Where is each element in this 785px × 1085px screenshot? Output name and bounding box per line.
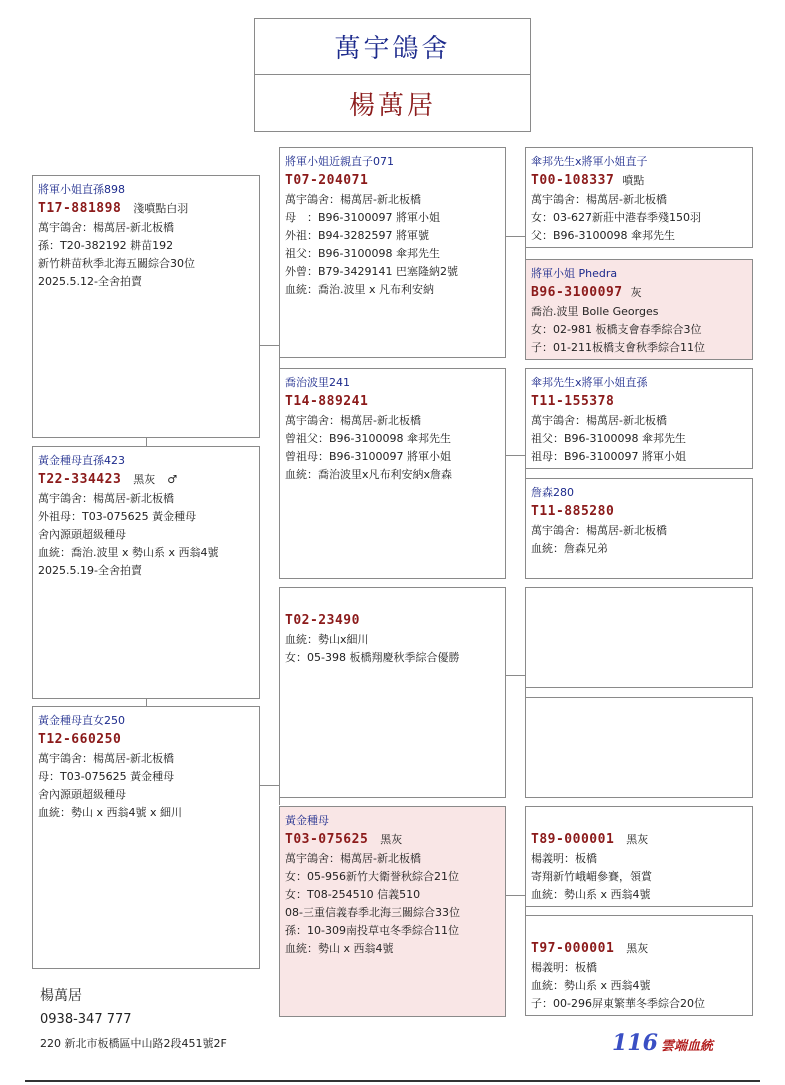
ancestor8-ring: T97-000001 [531, 941, 615, 956]
ancestor1-color: 噴點 [622, 174, 645, 187]
connector-line [259, 785, 279, 786]
subject-line: 新竹耕苗秋季北海五關綜合30位 [38, 257, 195, 270]
sibling1-ring: T22-334423 [38, 472, 122, 487]
subject-color: 淺噴點白羽 [133, 202, 189, 215]
owner-name: 楊萬居 [348, 90, 436, 121]
dam-card [279, 368, 506, 579]
ancestor-card-3 [525, 368, 753, 469]
sire-line: 祖父：B96-3100098 傘邦先生 [285, 247, 440, 260]
sire-head: 將軍小姐近親直子071 [285, 155, 394, 168]
ancestor4-head: 詹森280 [531, 486, 574, 499]
sibling1-line: 血統：喬治.波里 x 勢山系 x 西翁4號 [38, 546, 219, 559]
ancestor1-ring: T00-108337 [531, 173, 615, 188]
ancestor2-line: 喬治.波里 Bolle Georges [531, 305, 659, 318]
sibling1-line: 萬宇鴿舍：楊萬居-新北板橋 [38, 492, 174, 505]
ancestor3-line: 萬宇鴿舍：楊萬居-新北板橋 [531, 414, 667, 427]
sibling2-head: 黃金種母直女250 [38, 714, 125, 727]
golden-dam-line: 血統：勢山 x 西翁4號 [285, 942, 394, 955]
ancestor3-line: 祖父：B96-3100098 傘邦先生 [531, 432, 686, 445]
sire-line: 外曾：B79-3429141 巴塞隆納2號 [285, 265, 458, 278]
ancestor8-color: 黑灰 [626, 942, 649, 955]
subject-card [32, 175, 260, 438]
ancestor-card-4 [525, 478, 753, 579]
connector-line [146, 437, 147, 446]
grand-sire-line: 血統：勢山x細川 [285, 633, 369, 646]
sire-line: 外祖：B94-3282597 將軍號 [285, 229, 429, 242]
sire-line: 萬宇鴿舍：楊萬居-新北板橋 [285, 193, 421, 206]
ancestor1-head: 傘邦先生x將軍小姐直子 [531, 155, 648, 168]
sire-line: 母 ：B96-3100097 將軍小姐 [285, 211, 440, 224]
golden-dam-line: 08-三重信義春季北海三關綜合33位 [285, 906, 460, 919]
brand-number: 116 [612, 1030, 658, 1056]
sibling-card-1 [32, 446, 260, 699]
ancestor-card-8 [525, 915, 753, 1016]
footer-phone: 0938-347 777 [40, 1012, 132, 1027]
brand-text: 雲端血統 [660, 1039, 713, 1054]
connector-line [505, 675, 525, 676]
golden-dam-line: 女：T08-254510 信義510 [285, 888, 421, 901]
sibling2-ring: T12-660250 [38, 732, 122, 747]
golden-dam-line: 女：05-956新竹大衛誉秋綜合21位 [285, 870, 459, 883]
subject-line: 萬宇鴿舍：楊萬居-新北板橋 [38, 221, 174, 234]
dam-ring: T14-889241 [285, 394, 369, 409]
dam-line: 萬宇鴿舍：楊萬居-新北板橋 [285, 414, 421, 427]
ancestor1-line: 萬宇鴿舍：楊萬居-新北板橋 [531, 193, 667, 206]
ancestor2-color: 灰 [630, 286, 642, 299]
ancestor3-line: 祖母：B96-3100097 將軍小姐 [531, 450, 686, 463]
subject-ring: T17-881898 [38, 201, 122, 216]
sibling2-line: 母：T03-075625 黃金種母 [38, 770, 175, 783]
ancestor4-line: 萬宇鴿舍：楊萬居-新北板橋 [531, 524, 667, 537]
golden-dam-color: 黑灰 [380, 833, 403, 846]
sibling2-line: 舍內源頭超級種母 [38, 788, 126, 801]
grand-sire-card [279, 587, 506, 798]
dam-head: 喬治波里241 [285, 376, 350, 389]
sibling1-line: 舍內源頭超級種母 [38, 528, 126, 541]
ancestor3-ring: T11-155378 [531, 394, 615, 409]
ancestor2-line: 子：01-211板橋支會秋季綜合11位 [531, 341, 705, 354]
sire-line: 血統：喬治.波里 x 凡布利安納 [285, 283, 434, 296]
brand-logo [612, 1030, 713, 1056]
sex-icon: ♂ [167, 473, 178, 486]
ancestor-card-7 [525, 806, 753, 907]
footer-contact [40, 984, 227, 1056]
connector-line [505, 895, 525, 896]
footer-owner: 楊萬居 [40, 988, 82, 1004]
ancestor8-line: 楊義明：板橋 [531, 961, 597, 974]
golden-dam-line: 萬宇鴿舍：楊萬居-新北板橋 [285, 852, 421, 865]
sire-ring: T07-204071 [285, 173, 369, 188]
connector-line [146, 698, 147, 706]
ancestor-card-2 [525, 259, 753, 360]
bottom-divider [25, 1080, 760, 1082]
ancestor4-line: 血統：詹森兄弟 [531, 542, 608, 555]
dam-line: 曾祖父：B96-3100098 傘邦先生 [285, 432, 451, 445]
sibling1-head: 黃金種母直孫423 [38, 454, 125, 467]
ancestor7-color: 黑灰 [626, 833, 649, 846]
ancestor8-line: 子：00-296屏東繁華冬季綜合20位 [531, 997, 705, 1010]
ancestor7-line: 寄翔新竹峨嵋參賽，領賞 [531, 870, 652, 883]
subject-line: 孫：T20-382192 耕苗192 [38, 239, 174, 252]
ancestor2-head: 將軍小姐 Phedra [531, 267, 618, 280]
golden-dam-ring: T03-075625 [285, 832, 369, 847]
ancestor2-line: 女：02-981 板橋支會春季綜合3位 [531, 323, 702, 336]
dam-line: 血統：喬治波里x凡布利安納x詹森 [285, 468, 453, 481]
ancestor1-line: 父：B96-3100098 傘邦先生 [531, 229, 675, 242]
ancestor1-line: 女：03-627新莊中港春季殘150羽 [531, 211, 701, 224]
connector-line [505, 236, 525, 237]
title-box [254, 18, 531, 132]
grand-sire-ring: T02-23490 [285, 613, 360, 628]
ancestor2-ring: B96-3100097 [531, 285, 623, 300]
subject-line: 2025.5.12-全舍拍賣 [38, 275, 142, 288]
ancestor4-ring: T11-885280 [531, 504, 615, 519]
ancestor-card-1 [525, 147, 753, 248]
connector-line [259, 345, 279, 346]
sibling2-line: 萬宇鴿舍：楊萬居-新北板橋 [38, 752, 174, 765]
sibling1-line: 2025.5.19-全舍拍賣 [38, 564, 142, 577]
ancestor-card-5-empty [525, 587, 753, 688]
subject-head: 將軍小姐直孫898 [38, 183, 125, 196]
ancestor7-line: 楊義明：板橋 [531, 852, 597, 865]
golden-dam-card [279, 806, 506, 1017]
footer-address: 220 新北市板橋區中山路2段451號2F [40, 1037, 227, 1050]
sibling1-line: 外祖母：T03-075625 黃金種母 [38, 510, 197, 523]
ancestor3-head: 傘邦先生x將軍小姐直孫 [531, 376, 648, 389]
sibling2-line: 血統：勢山 x 西翁4號 x 細川 [38, 806, 183, 819]
dam-line: 曾祖母：B96-3100097 將軍小姐 [285, 450, 451, 463]
connector-line [505, 455, 525, 456]
golden-dam-head: 黃金種母 [285, 814, 329, 827]
ancestor8-line: 血統：勢山系 x 西翁4號 [531, 979, 651, 992]
grand-sire-line: 女：05-398 板橋翔慶秋季綜合優勝 [285, 651, 460, 664]
ancestor7-line: 血統：勢山系 x 西翁4號 [531, 888, 651, 901]
sibling1-color: 黑灰 [133, 473, 156, 486]
ancestor7-ring: T89-000001 [531, 832, 615, 847]
loft-name: 萬宇鴿舍 [255, 19, 530, 75]
sibling-card-2 [32, 706, 260, 969]
golden-dam-line: 孫：10-309南投草屯冬季綜合11位 [285, 924, 459, 937]
sire-card [279, 147, 506, 358]
ancestor-card-6-empty [525, 697, 753, 798]
